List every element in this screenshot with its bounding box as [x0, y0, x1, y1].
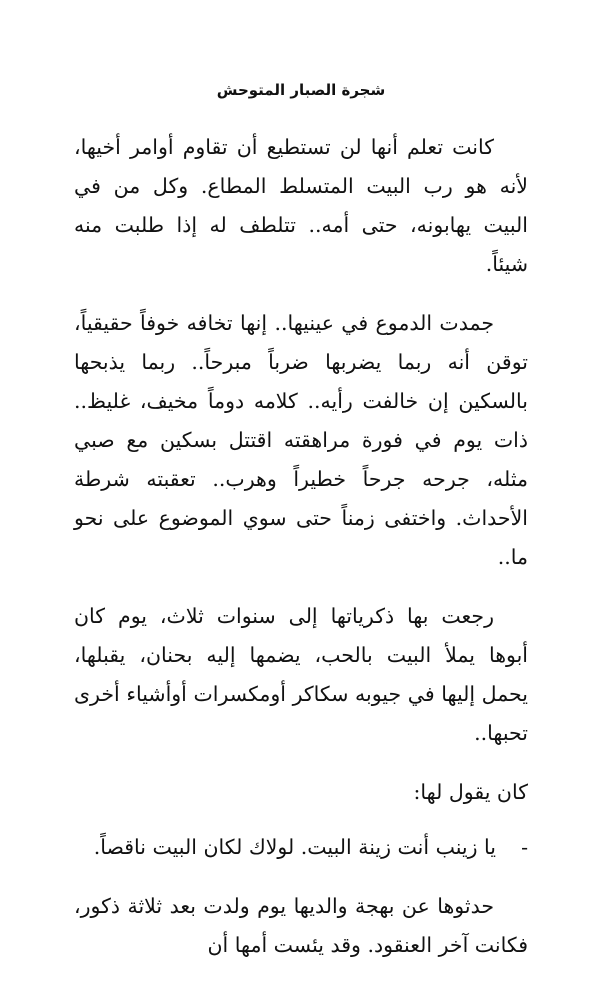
paragraph: حدثوها عن بهجة والديها يوم ولدت بعد ثلاثة ذكور، فكانت آخر العنقود. وقد يئست أمها أن: [74, 894, 528, 957]
paragraph: كان يقول لها:: [413, 780, 528, 804]
book-page: [74, 0, 528, 1000]
dialogue-line: [74, 828, 528, 867]
page-title: شجرة الصبار المتوحش: [216, 81, 386, 99]
paragraph: كانت تعلم أنها لن تستطيع أن تقاوم أوامر أخيها، لأنه هو رب البيت المتسلط المطاع. وكل من في البيت يهابونه، حتى أمه.. تتلطف له إذا طلبت منه شيئاً.: [74, 135, 528, 276]
story-text: [74, 128, 528, 985]
dialogue-text: يا زينب أنت زينة البيت. لولاك لكان البيت ناقصاً.: [93, 835, 496, 859]
dialogue-dash: -: [521, 835, 528, 859]
paragraph: جمدت الدموع في عينيها.. إنها تخافه خوفاً حقيقياً، توقن أنه ربما يضربها ضرباً مبرحاً.. ربما يذبحها بالسكين إن خالفت رأيه.. كلامه دوماً مخيف، غليظ.. ذات يوم في فورة مراهقته اقتتل بسكين مع صبي مثله، جرحه جرحاً خطيراً وهرب.. تعقبته شرطة الأحداث. واختفى زمناً حتى سوي الموضوع على نحو ما..: [74, 311, 528, 569]
paragraph: رجعت بها ذكرياتها إلى سنوات ثلاث، يوم كان أبوها يملأ البيت بالحب، يضمها إليه بحنان، يقبلها، يحمل إليها في جيوبه سكاكر أومكسرات أوأشياء أخرى تحبها..: [74, 604, 528, 745]
